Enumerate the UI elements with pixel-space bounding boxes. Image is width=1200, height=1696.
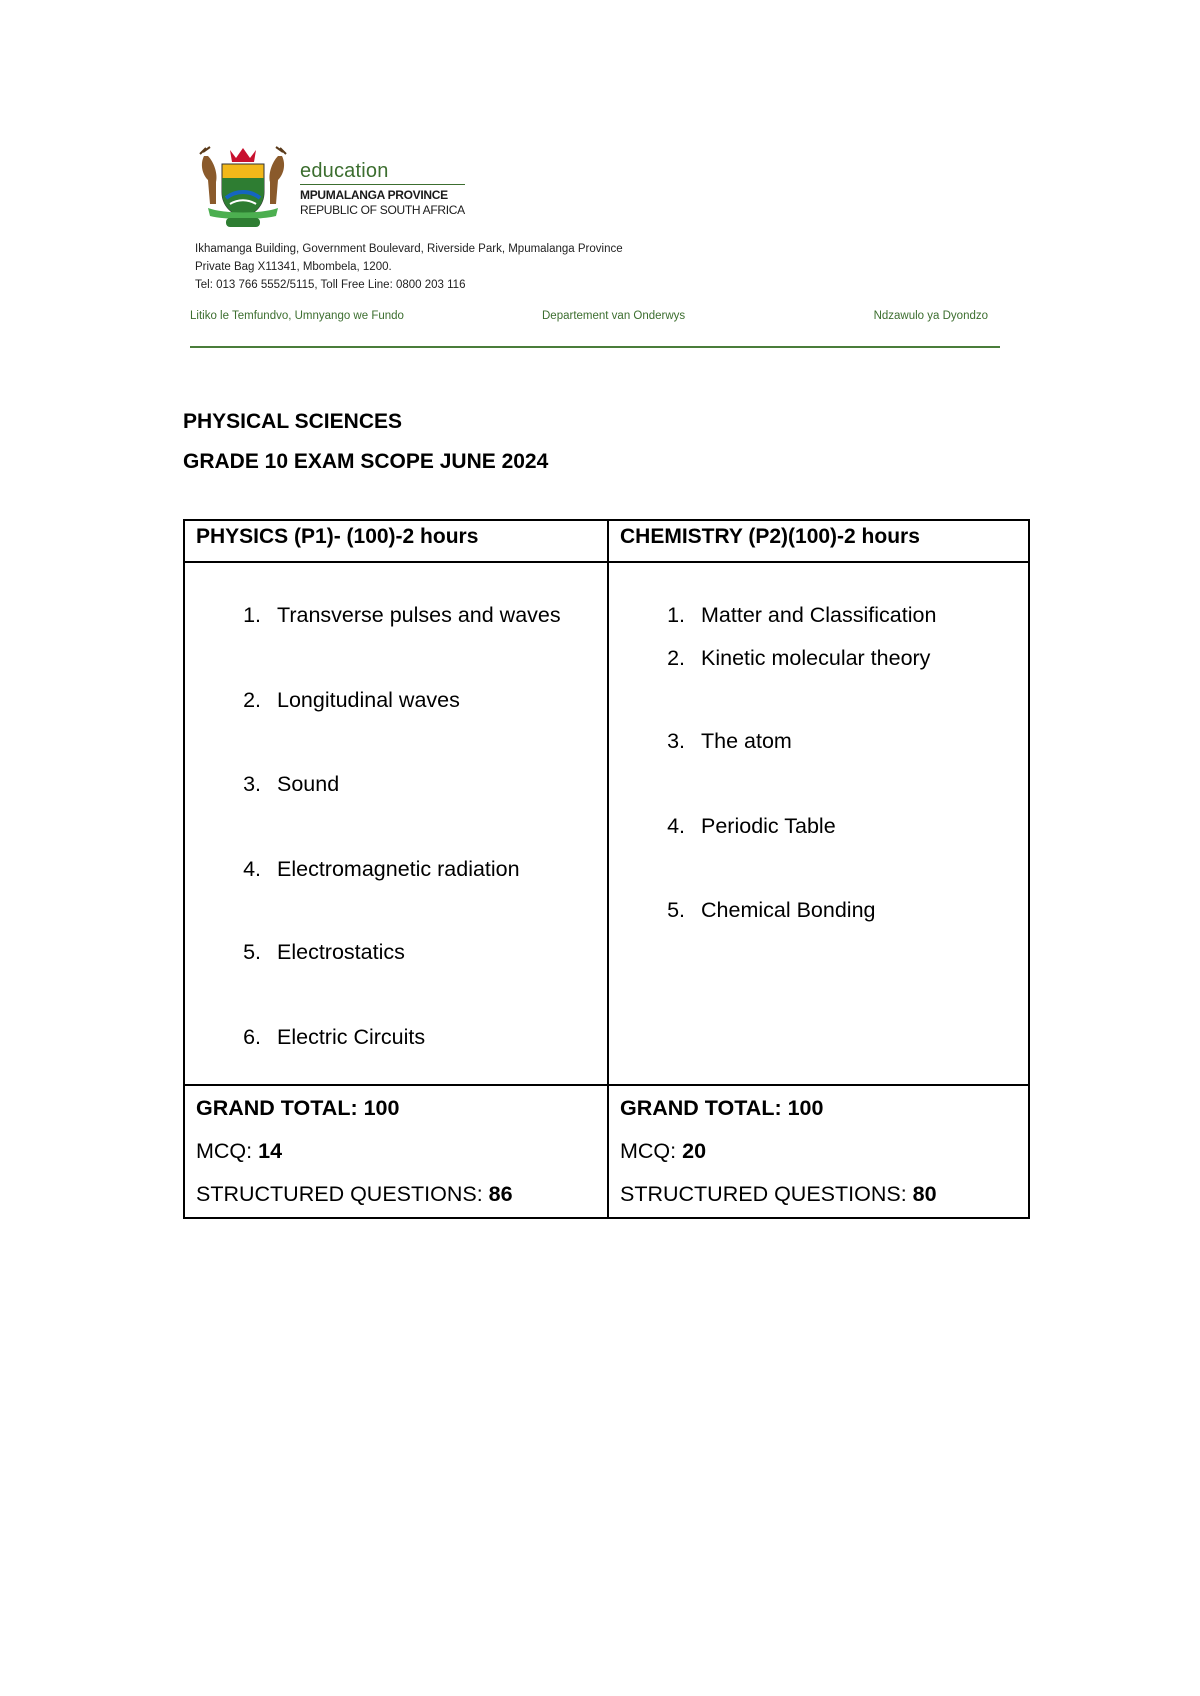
list-label: Electrostatics (277, 940, 405, 964)
address-line: Ikhamanga Building, Government Boulevard, Riverside Park, Mpumalanga Province (195, 243, 623, 255)
mcq-line (620, 1131, 1028, 1174)
list-label: The atom (701, 729, 792, 753)
topics-row (184, 562, 1029, 1085)
list-label: Transverse pulses and waves (277, 603, 561, 627)
language-afrikaans: Departement van Onderwys (542, 310, 686, 322)
mcq-label: MCQ: (620, 1139, 683, 1163)
physics-topics (184, 562, 608, 1085)
brand-divider (300, 184, 465, 185)
grand-total: GRAND TOTAL: 100 (196, 1096, 400, 1120)
list-number: 5. (243, 940, 261, 964)
list-label: Chemical Bonding (701, 898, 876, 922)
structured-value: 86 (488, 1182, 513, 1206)
structured-line (196, 1174, 607, 1217)
list-label: Sound (277, 772, 340, 796)
list-number: 2. (667, 646, 685, 670)
letterhead (190, 140, 1000, 350)
language-tsonga: Ndzawulo ya Dyondzo (873, 310, 988, 322)
structured-line (620, 1174, 1028, 1217)
grand-total: GRAND TOTAL: 100 (620, 1096, 824, 1120)
list-label: Matter and Classification (701, 603, 937, 627)
physics-header: PHYSICS (P1)- (100)-2 hours (184, 520, 608, 562)
list-number: 6. (243, 1025, 261, 1049)
physics-totals (184, 1085, 608, 1218)
chemistry-header: CHEMISTRY (P2)(100)-2 hours (608, 520, 1029, 562)
list-label: Longitudinal waves (277, 688, 460, 712)
letterhead-divider (190, 346, 1000, 348)
brand-name: education (300, 160, 389, 182)
exam-scope-table (183, 519, 1030, 1219)
language-swati: Litiko le Temfundvo, Umnyango we Fundo (190, 310, 404, 322)
list-number: 4. (667, 814, 685, 838)
totals-row (184, 1085, 1029, 1218)
republic-name: REPUBLIC OF SOUTH AFRICA (300, 203, 465, 217)
list-number: 3. (667, 729, 685, 753)
list-label: Electric Circuits (277, 1025, 426, 1049)
document-title: PHYSICAL SCIENCES (183, 410, 402, 433)
structured-value: 80 (912, 1182, 937, 1206)
coat-of-arms-logo (190, 144, 296, 230)
mcq-label: MCQ: (196, 1139, 259, 1163)
chemistry-topics (608, 562, 1029, 1085)
list-number: 1. (667, 603, 685, 627)
structured-label: STRUCTURED QUESTIONS: (620, 1182, 913, 1206)
list-number: 2. (243, 688, 261, 712)
mcq-value: 20 (682, 1139, 707, 1163)
mcq-line (196, 1131, 607, 1174)
structured-label: STRUCTURED QUESTIONS: (196, 1182, 489, 1206)
address-line: Private Bag X11341, Mbombela, 1200. (195, 261, 392, 273)
address-block (195, 240, 623, 294)
list-number: 5. (667, 898, 685, 922)
address-line: Tel: 013 766 5552/5115, Toll Free Line: 0800 203 116 (195, 279, 466, 291)
table-header-row (184, 520, 1029, 562)
brand-block (300, 160, 465, 218)
document-subtitle: GRADE 10 EXAM SCOPE JUNE 2024 (183, 450, 549, 473)
province-name: MPUMALANGA PROVINCE (300, 188, 448, 202)
list-number: 3. (243, 772, 261, 796)
chemistry-totals (608, 1085, 1029, 1218)
list-label: Kinetic molecular theory (701, 646, 931, 670)
mcq-value: 14 (258, 1139, 283, 1163)
list-label: Electromagnetic radiation (277, 857, 520, 881)
list-number: 1. (243, 603, 261, 627)
list-label: Periodic Table (701, 814, 836, 838)
list-number: 4. (243, 857, 261, 881)
